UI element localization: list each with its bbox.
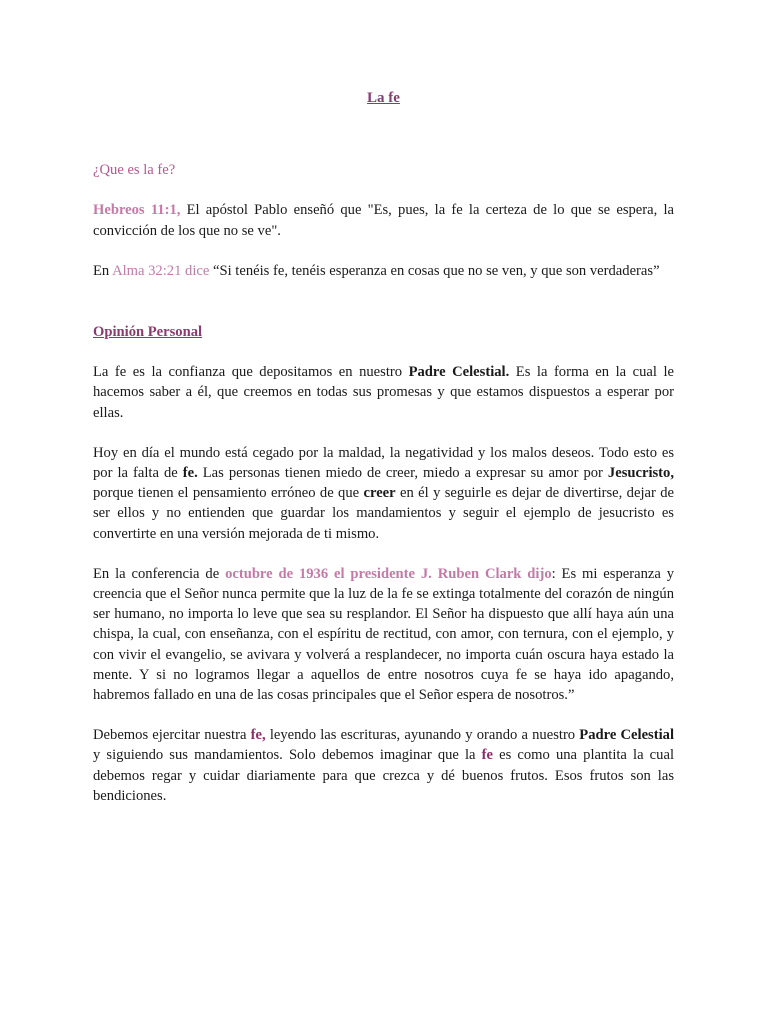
spacer	[93, 180, 674, 200]
spacer	[93, 108, 674, 160]
paragraph-ejercitar	[93, 725, 674, 806]
document-page	[93, 88, 674, 806]
bold-phrase: Jesucristo,	[607, 465, 674, 482]
paragraph-text: es como una plantita la cual debemos regar y cuidar diariamente para que crezca y dé buenos frutos. Esos frutos son las bendiciones.	[93, 747, 674, 804]
document-title: La fe	[367, 90, 400, 106]
paragraph-text: Debemos ejercitar nuestra	[93, 727, 251, 744]
paragraph-text: Es la forma en la cual le hacemos saber a él, que creemos en todas sus promesas y que estamos dispuestos a esperar por ellas.	[93, 364, 675, 421]
conference-reference: octubre de 1936 el presidente J. Ruben Clark dijo	[225, 565, 552, 582]
section-heading-opinion: Opinión Personal	[93, 324, 203, 341]
paragraph-mundo	[93, 443, 674, 544]
bold-phrase: creer	[363, 485, 396, 502]
spacer	[93, 544, 674, 564]
paragraph-text: La fe es la confianza que depositamos en nuestro	[93, 364, 409, 381]
paragraph-text: Las personas tienen miedo de creer, miedo a expresar su amor por	[197, 465, 608, 482]
paragraph-text: en él y seguirle es dejar de divertirse, dejar de ser ellos y no entienden que guardar los mandamientos y seguir el ejemplo de jesucristo es convertirte en una versión mejorada de ti mismo.	[93, 485, 674, 542]
paragraph-text: En la conferencia de	[93, 565, 226, 582]
paragraph-alma	[93, 261, 674, 281]
paragraph-text: y siguiendo sus mandamientos. Solo debemos imaginar que la	[93, 747, 482, 764]
bold-phrase: Padre Celestial	[579, 727, 674, 744]
highlight-word: fe,	[250, 727, 266, 744]
bold-phrase: fe.	[182, 465, 198, 482]
scripture-reference: Alma 32:21 dice	[112, 262, 210, 279]
spacer	[93, 342, 674, 362]
spacer	[93, 423, 674, 443]
paragraph-conferencia	[93, 564, 674, 705]
paragraph-text: El apóstol Pablo enseñó que "Es, pues, la fe la certeza de lo que se espera, la convicción de los que no se ve".	[93, 202, 675, 239]
paragraph-text: Hoy en día el mundo está cegado por la maldad, la negatividad y los malos deseos. Todo esto es por la falta de	[93, 444, 674, 482]
paragraph-hebreos	[93, 200, 674, 240]
paragraph-text: porque tienen el pensamiento erróneo de que	[93, 485, 364, 502]
question-heading: ¿Que es la fe?	[93, 162, 176, 179]
bold-phrase: Padre Celestial.	[408, 364, 510, 381]
spacer	[93, 705, 674, 725]
paragraph-text: “Si tenéis fe, tenéis esperanza en cosas que no se ven, y que son verdaderas”	[209, 262, 660, 279]
spacer	[93, 241, 674, 261]
paragraph-text: : Es mi esperanza y creencia que el Señor nunca permite que la luz de la fe se extinga totalmente del corazón de ningún ser humano, no importa lo leve que sea su resplandor. El Señor ha dispuesto que allí haya aún una chispa, la cual, con enseñanza, con el espíritu de rectitud, con amor, con ternura, con el ejemplo, y con vivir el evangelio, se avivara y volverá a resplandecer, no importa cuán oscura haya estado la mente. Y si no logramos llegar a aquellos de entre nosotros cuya fe se haya ido apagando, habremos fallado en una de las cosas principales que el Señor espera de nosotros.”	[93, 565, 674, 704]
scripture-reference: Hebreos 11:1,	[93, 202, 181, 219]
paragraph-confianza	[93, 362, 674, 423]
highlight-word: fe	[481, 747, 494, 764]
paragraph-text: leyendo las escrituras, ayunando y orando a nuestro	[265, 727, 580, 744]
paragraph-text: En	[93, 262, 113, 279]
spacer	[93, 281, 674, 322]
